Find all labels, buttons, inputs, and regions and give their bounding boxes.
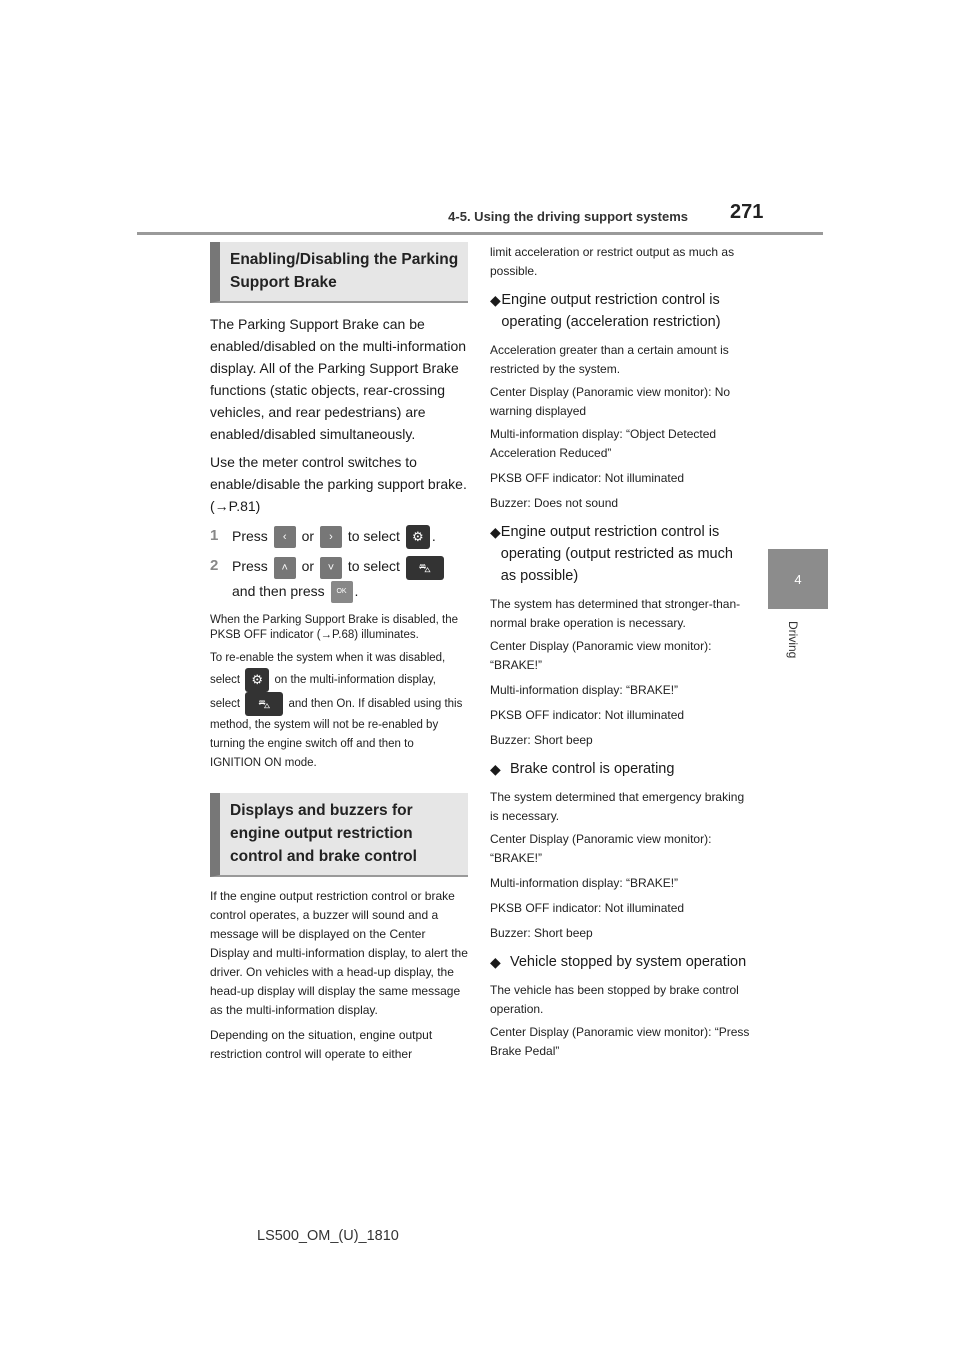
bullet-icon: ◆ <box>490 292 501 308</box>
b2-center: Center Display (Panoramic view monitor): “BRAKE!” <box>490 639 712 672</box>
b4-center: Center Display (Panoramic view monitor): “Press Brake Pedal” <box>490 1025 750 1058</box>
section-title-displays-buzzers: Displays and buzzers for engine output restriction control and brake control <box>210 793 468 877</box>
note-pksb-indicator: When the Parking Support Brake is disabled, the PKSB OFF indicator (→P.68) illuminates. <box>210 613 459 641</box>
section-title-enable-disable: Enabling/Disabling the Parking Support Brake <box>210 242 468 303</box>
continued-paragraph: limit acceleration or restrict output as much as possible. <box>490 245 735 278</box>
up-arrow-icon: ˄ <box>274 557 296 579</box>
b4-desc: The vehicle has been stopped by brake control operation. <box>490 983 739 1016</box>
b2-mid: Multi-information display: “BRAKE!” <box>490 683 679 697</box>
step-number: 1 <box>210 527 219 544</box>
car-sensor-icon: ⛍ <box>406 556 444 580</box>
bullet-vehicle-stopped: ◆ Vehicle stopped by system operation <box>490 951 752 973</box>
step-2: 2 Press ˄ or ˅ to select ⛍ and then press OK . <box>210 555 468 603</box>
bullet-icon: ◆ <box>490 954 501 970</box>
bullet-acceleration-restriction: ◆ Engine output restriction control is operating (acceleration restriction) <box>490 289 752 333</box>
chapter-label: Driving <box>786 621 800 659</box>
header-rule <box>137 232 823 235</box>
down-arrow-icon: ˅ <box>320 557 342 579</box>
b2-pksb: PKSB OFF indicator: Not illuminated <box>490 708 685 722</box>
footer-code: LS500_OM_(U)_1810 <box>257 1228 399 1244</box>
left-arrow-icon: ‹ <box>274 526 296 548</box>
bullet-icon: ◆ <box>490 761 501 777</box>
situation-paragraph: Depending on the situation, engine output restriction control will operate to either <box>210 1027 433 1061</box>
ok-icon: OK <box>331 581 353 603</box>
right-arrow-icon: › <box>320 526 342 548</box>
car-sensor-icon: ⛍ <box>245 692 283 716</box>
displays-paragraph: If the engine output restriction control or brake control operates, a buzzer will sound and a message will be displayed on the Center Display and multi-information display, to alert the driver. On vehicles with a head-up display, the head-up display will display the same message as the multi-information display. <box>210 888 468 1017</box>
step-1: 1 Press ‹ or › to select ⚙ . <box>210 525 468 549</box>
b2-desc: The system has determined that stronger-than-normal brake operation is necessary. <box>490 597 741 630</box>
gear-icon: ⚙ <box>406 525 430 549</box>
page-number: 271 <box>730 201 764 223</box>
b1-mid: Multi-information display: “Object Detected Acceleration Reduced” <box>490 427 717 460</box>
header-section-title: 4-5. Using the driving support systems <box>448 209 688 224</box>
b3-center: Center Display (Panoramic view monitor): “BRAKE!” <box>490 832 712 865</box>
meter-switch-paragraph: Use the meter control switches to enable/disable the parking support brake. (→P.81) <box>210 454 467 514</box>
b1-center: Center Display (Panoramic view monitor): No warning displayed <box>490 385 731 418</box>
bullet-output-restricted: ◆ Engine output restriction control is operating (output restricted as much as possible) <box>490 521 752 587</box>
b2-buzzer: Buzzer: Short beep <box>490 733 593 747</box>
step-number: 2 <box>210 557 219 575</box>
bullet-brake-control: ◆ Brake control is operating <box>490 758 752 780</box>
b3-pksb: PKSB OFF indicator: Not illuminated <box>490 901 685 915</box>
b3-desc: The system determined that emergency braking is necessary. <box>490 790 745 823</box>
intro-paragraph: The Parking Support Brake can be enabled/disabled on the multi-information display. All of the Parking Support Brake functions (static objects, rear-crossing vehicles, and rear pedestrians) are enabled/disabled simultaneously. <box>210 316 467 442</box>
b1-pksb: PKSB OFF indicator: Not illuminated <box>490 471 685 485</box>
left-column <box>210 242 468 1064</box>
b1-desc: Acceleration greater than a certain amount is restricted by the system. <box>490 343 729 376</box>
b1-buzzer: Buzzer: Does not sound <box>490 496 619 510</box>
bullet-icon: ◆ <box>490 524 501 540</box>
right-column <box>490 243 752 1061</box>
b3-buzzer: Buzzer: Short beep <box>490 926 593 940</box>
note-re-enable: To re-enable the system when it was disabled, select ⚙ on the multi-information display, select ⛍ and then On. If disabled using this method, the system will not be re-enabled by turning the engine switch off and then to IGNITION ON mode. <box>210 651 463 769</box>
chapter-number: 4 <box>794 571 802 587</box>
gear-icon: ⚙ <box>245 668 269 692</box>
b3-mid: Multi-information display: “BRAKE!” <box>490 876 679 890</box>
chapter-tab <box>768 549 828 609</box>
